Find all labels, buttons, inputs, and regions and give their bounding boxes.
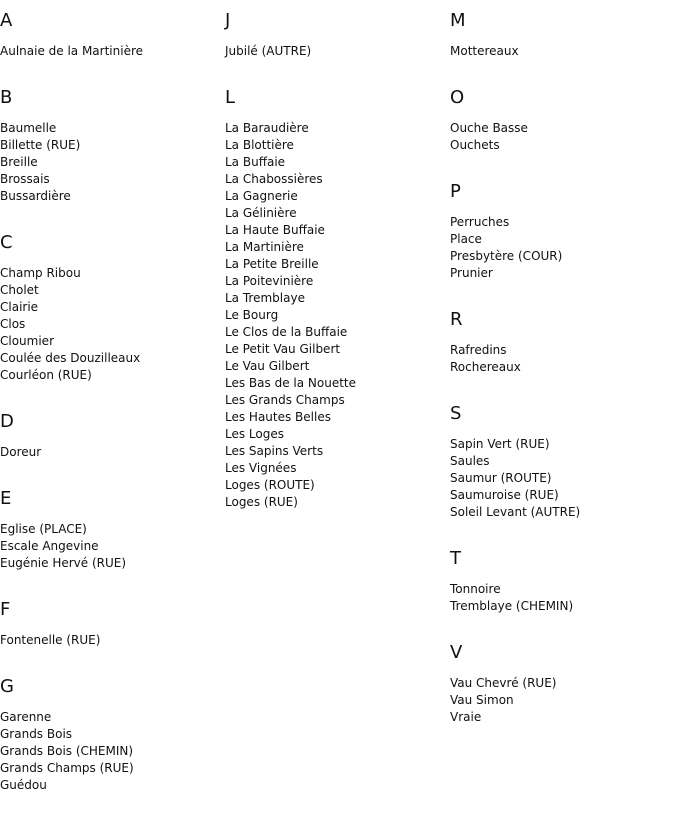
street-item: La Tremblaye: [225, 291, 305, 305]
street-list-v: [450, 675, 670, 726]
street-item: Coulée des Douzilleaux: [0, 351, 141, 365]
section-r: [450, 310, 670, 376]
street-item: Sapin Vert (RUE): [450, 437, 550, 451]
street-item: Vau Simon: [450, 693, 514, 707]
street-list-s: [450, 436, 670, 521]
street-list-t: [450, 581, 670, 615]
street-item: Cholet: [0, 283, 39, 297]
street-item: Escale Angevine: [0, 539, 99, 553]
street-list-c: [0, 265, 220, 384]
section-letter-o: O: [450, 87, 465, 108]
street-item: La Haute Buffaie: [225, 223, 325, 237]
street-item: Rochereaux: [450, 360, 521, 374]
section-letter-e: E: [0, 488, 12, 509]
street-item: Garenne: [0, 710, 52, 724]
street-item: Le Petit Vau Gilbert: [225, 342, 341, 356]
street-item: Tremblaye (CHEMIN): [450, 599, 574, 613]
street-item: Bussardière: [0, 189, 71, 203]
street-item: La Gélinière: [225, 206, 297, 220]
street-item: Vraie: [450, 710, 482, 724]
street-item: Les Sapins Verts: [225, 444, 324, 458]
street-item: Les Grands Champs: [225, 393, 345, 407]
column-3: [450, 11, 670, 754]
street-item: La Baraudière: [225, 121, 309, 135]
street-item: Les Hautes Belles: [225, 410, 331, 424]
street-item: Ouche Basse: [450, 121, 528, 135]
street-list-a: [0, 43, 220, 60]
street-item: Les Bas de la Nouette: [225, 376, 356, 390]
section-letter-v: V: [450, 642, 463, 663]
street-item: Grands Bois (CHEMIN): [0, 744, 134, 758]
street-item: Les Vignées: [225, 461, 297, 475]
street-item: Loges (RUE): [225, 495, 298, 509]
street-item: Les Loges: [225, 427, 284, 441]
street-item: Billette (RUE): [0, 138, 81, 152]
section-letter-r: R: [450, 309, 463, 330]
section-t: [450, 549, 670, 615]
street-item: Clairie: [0, 300, 39, 314]
street-list-l: [225, 120, 445, 511]
street-item: Presbytère (COUR): [450, 249, 563, 263]
street-list-j: [225, 43, 445, 60]
street-list-f: [0, 632, 220, 649]
section-c: [0, 233, 220, 384]
street-item: Cloumier: [0, 334, 54, 348]
street-list-m: [450, 43, 670, 60]
street-item: Champ Ribou: [0, 266, 81, 280]
section-p: [450, 182, 670, 282]
street-item: La Martinière: [225, 240, 304, 254]
section-letter-s: S: [450, 403, 462, 424]
section-b: [0, 88, 220, 205]
street-item: Breille: [0, 155, 38, 169]
street-item: Vau Chevré (RUE): [450, 676, 557, 690]
section-letter-b: B: [0, 87, 13, 108]
street-item: Tonnoire: [450, 582, 501, 596]
street-item: Guédou: [0, 778, 47, 792]
street-item: Eglise (PLACE): [0, 522, 87, 536]
section-o: [450, 88, 670, 154]
street-list-p: [450, 214, 670, 282]
street-item: Grands Champs (RUE): [0, 761, 134, 775]
street-item: Saumur (ROUTE): [450, 471, 552, 485]
street-item: Le Vau Gilbert: [225, 359, 310, 373]
section-j: [225, 11, 445, 60]
section-letter-m: M: [450, 10, 466, 31]
section-letter-c: C: [0, 232, 13, 253]
section-letter-g: G: [0, 676, 14, 697]
section-l: [225, 88, 445, 511]
street-list-r: [450, 342, 670, 376]
street-list-g: [0, 709, 220, 794]
section-a: [0, 11, 220, 60]
street-item: Clos: [0, 317, 26, 331]
street-list-d: [0, 444, 220, 461]
street-list-e: [0, 521, 220, 572]
street-item: La Petite Breille: [225, 257, 319, 271]
street-item: La Blottière: [225, 138, 294, 152]
section-g: [0, 677, 220, 794]
street-item: Le Bourg: [225, 308, 279, 322]
street-item: Le Clos de la Buffaie: [225, 325, 348, 339]
section-d: [0, 412, 220, 461]
street-item: Baumelle: [0, 121, 57, 135]
section-m: [450, 11, 670, 60]
street-item: Mottereaux: [450, 44, 519, 58]
section-letter-p: P: [450, 181, 461, 202]
section-letter-l: L: [225, 87, 236, 108]
section-letter-a: A: [0, 10, 13, 31]
street-item: Aulnaie de la Martinière: [0, 44, 144, 58]
street-item: Saumuroise (RUE): [450, 488, 559, 502]
street-item: Loges (ROUTE): [225, 478, 315, 492]
section-f: [0, 600, 220, 649]
section-s: [450, 404, 670, 521]
street-item: Soleil Levant (AUTRE): [450, 505, 581, 519]
street-item: Fontenelle (RUE): [0, 633, 101, 647]
section-letter-t: T: [450, 548, 461, 569]
street-item: Jubilé (AUTRE): [225, 44, 312, 58]
street-list-b: [0, 120, 220, 205]
street-item: Prunier: [450, 266, 493, 280]
street-item: Rafredins: [450, 343, 507, 357]
section-letter-j: J: [225, 10, 231, 31]
street-list-o: [450, 120, 670, 154]
street-item: Doreur: [0, 445, 42, 459]
column-2: [225, 11, 445, 539]
column-1: [0, 11, 220, 822]
street-item: Brossais: [0, 172, 50, 186]
section-v: [450, 643, 670, 726]
street-item: Ouchets: [450, 138, 500, 152]
street-item: Saules: [450, 454, 490, 468]
street-item: Eugénie Hervé (RUE): [0, 556, 127, 570]
street-item: Courléon (RUE): [0, 368, 92, 382]
street-item: Place: [450, 232, 482, 246]
street-item: La Gagnerie: [225, 189, 298, 203]
street-item: La Buffaie: [225, 155, 286, 169]
street-item: La Chabossières: [225, 172, 323, 186]
street-item: La Poitevinière: [225, 274, 314, 288]
section-letter-f: F: [0, 599, 11, 620]
street-item: Perruches: [450, 215, 510, 229]
section-e: [0, 489, 220, 572]
street-item: Grands Bois: [0, 727, 73, 741]
section-letter-d: D: [0, 411, 14, 432]
